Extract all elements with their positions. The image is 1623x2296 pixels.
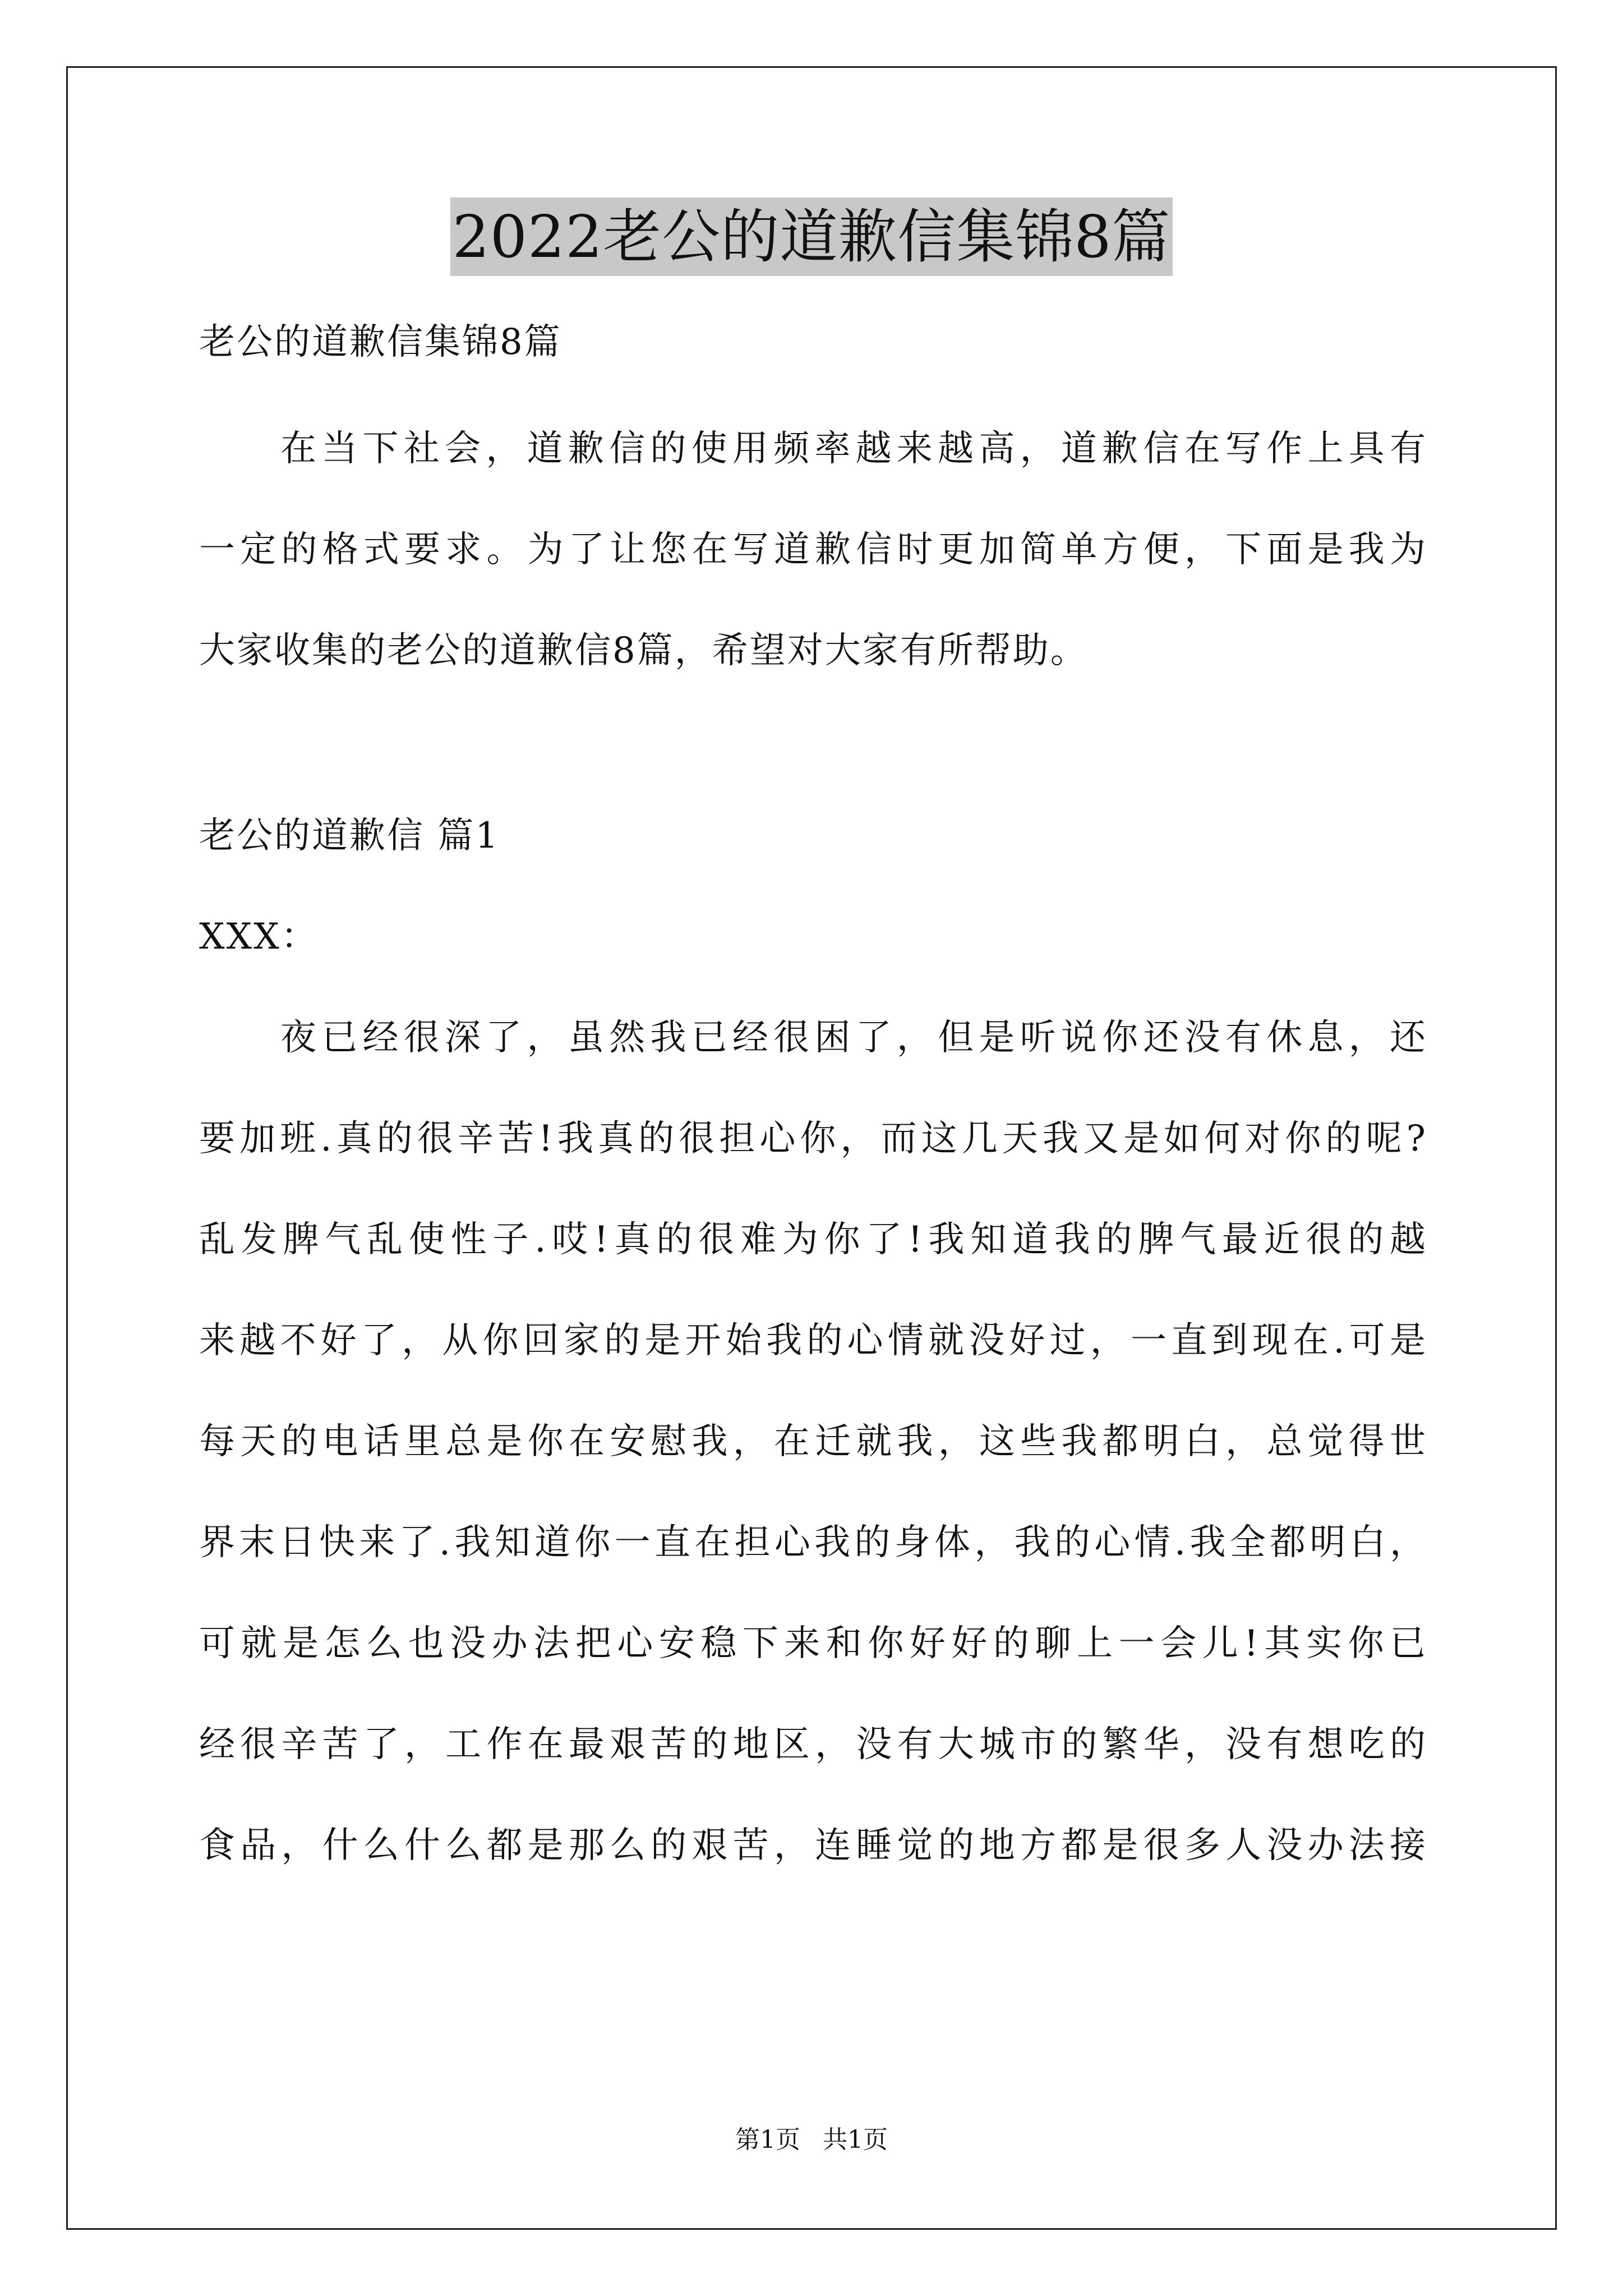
body-line: 来越不好了，从你回家的是开始我的心情就没好过，一直到现在.可是 <box>199 1320 1427 1361</box>
section-heading: 老公的道歉信 篇1 <box>199 815 500 857</box>
body-line: 夜已经很深了，虽然我已经很困了，但是听说你还没有休息，还 <box>280 1017 1427 1059</box>
document-title: 2022老公的道歉信集锦8篇 <box>450 197 1173 276</box>
body-line: 要加班.真的很辛苦!我真的很担心你，而这几天我又是如何对你的呢? <box>199 1118 1427 1159</box>
body-line: 每天的电话里总是你在安慰我，在迁就我，这些我都明白，总觉得世 <box>199 1421 1427 1462</box>
intro-line: 在当下社会，道歉信的使用频率越来越高，道歉信在写作上具有 <box>280 428 1427 470</box>
salutation: XXX： <box>199 916 319 958</box>
page-number: 第1页 <box>735 2125 800 2154</box>
body-line: 乱发脾气乱使性子.哎!真的很难为你了!我知道我的脾气最近很的越 <box>199 1219 1427 1260</box>
page-footer <box>0 2123 1623 2157</box>
document-body <box>199 292 1427 1896</box>
page-total: 共1页 <box>823 2125 888 2154</box>
title-container <box>0 197 1623 276</box>
body-line: 经很辛苦了，工作在最艰苦的地区，没有大城市的繁华，没有想吃的 <box>199 1724 1427 1765</box>
intro-line: 一定的格式要求。为了让您在写道歉信时更加简单方便，下面是我为 <box>199 529 1427 570</box>
intro-line: 大家收集的老公的道歉信8篇，希望对大家有所帮助。 <box>199 630 1088 671</box>
body-line: 可就是怎么也没办法把心安稳下来和你好好的聊上一会儿!其实你已 <box>199 1623 1427 1664</box>
body-line: 界末日快来了.我知道你一直在担心我的身体，我的心情.我全都明白， <box>199 1522 1427 1563</box>
body-line: 食品，什么什么都是那么的艰苦，连睡觉的地方都是很多人没办法接 <box>199 1825 1427 1866</box>
document-subtitle: 老公的道歉信集锦8篇 <box>199 321 562 363</box>
